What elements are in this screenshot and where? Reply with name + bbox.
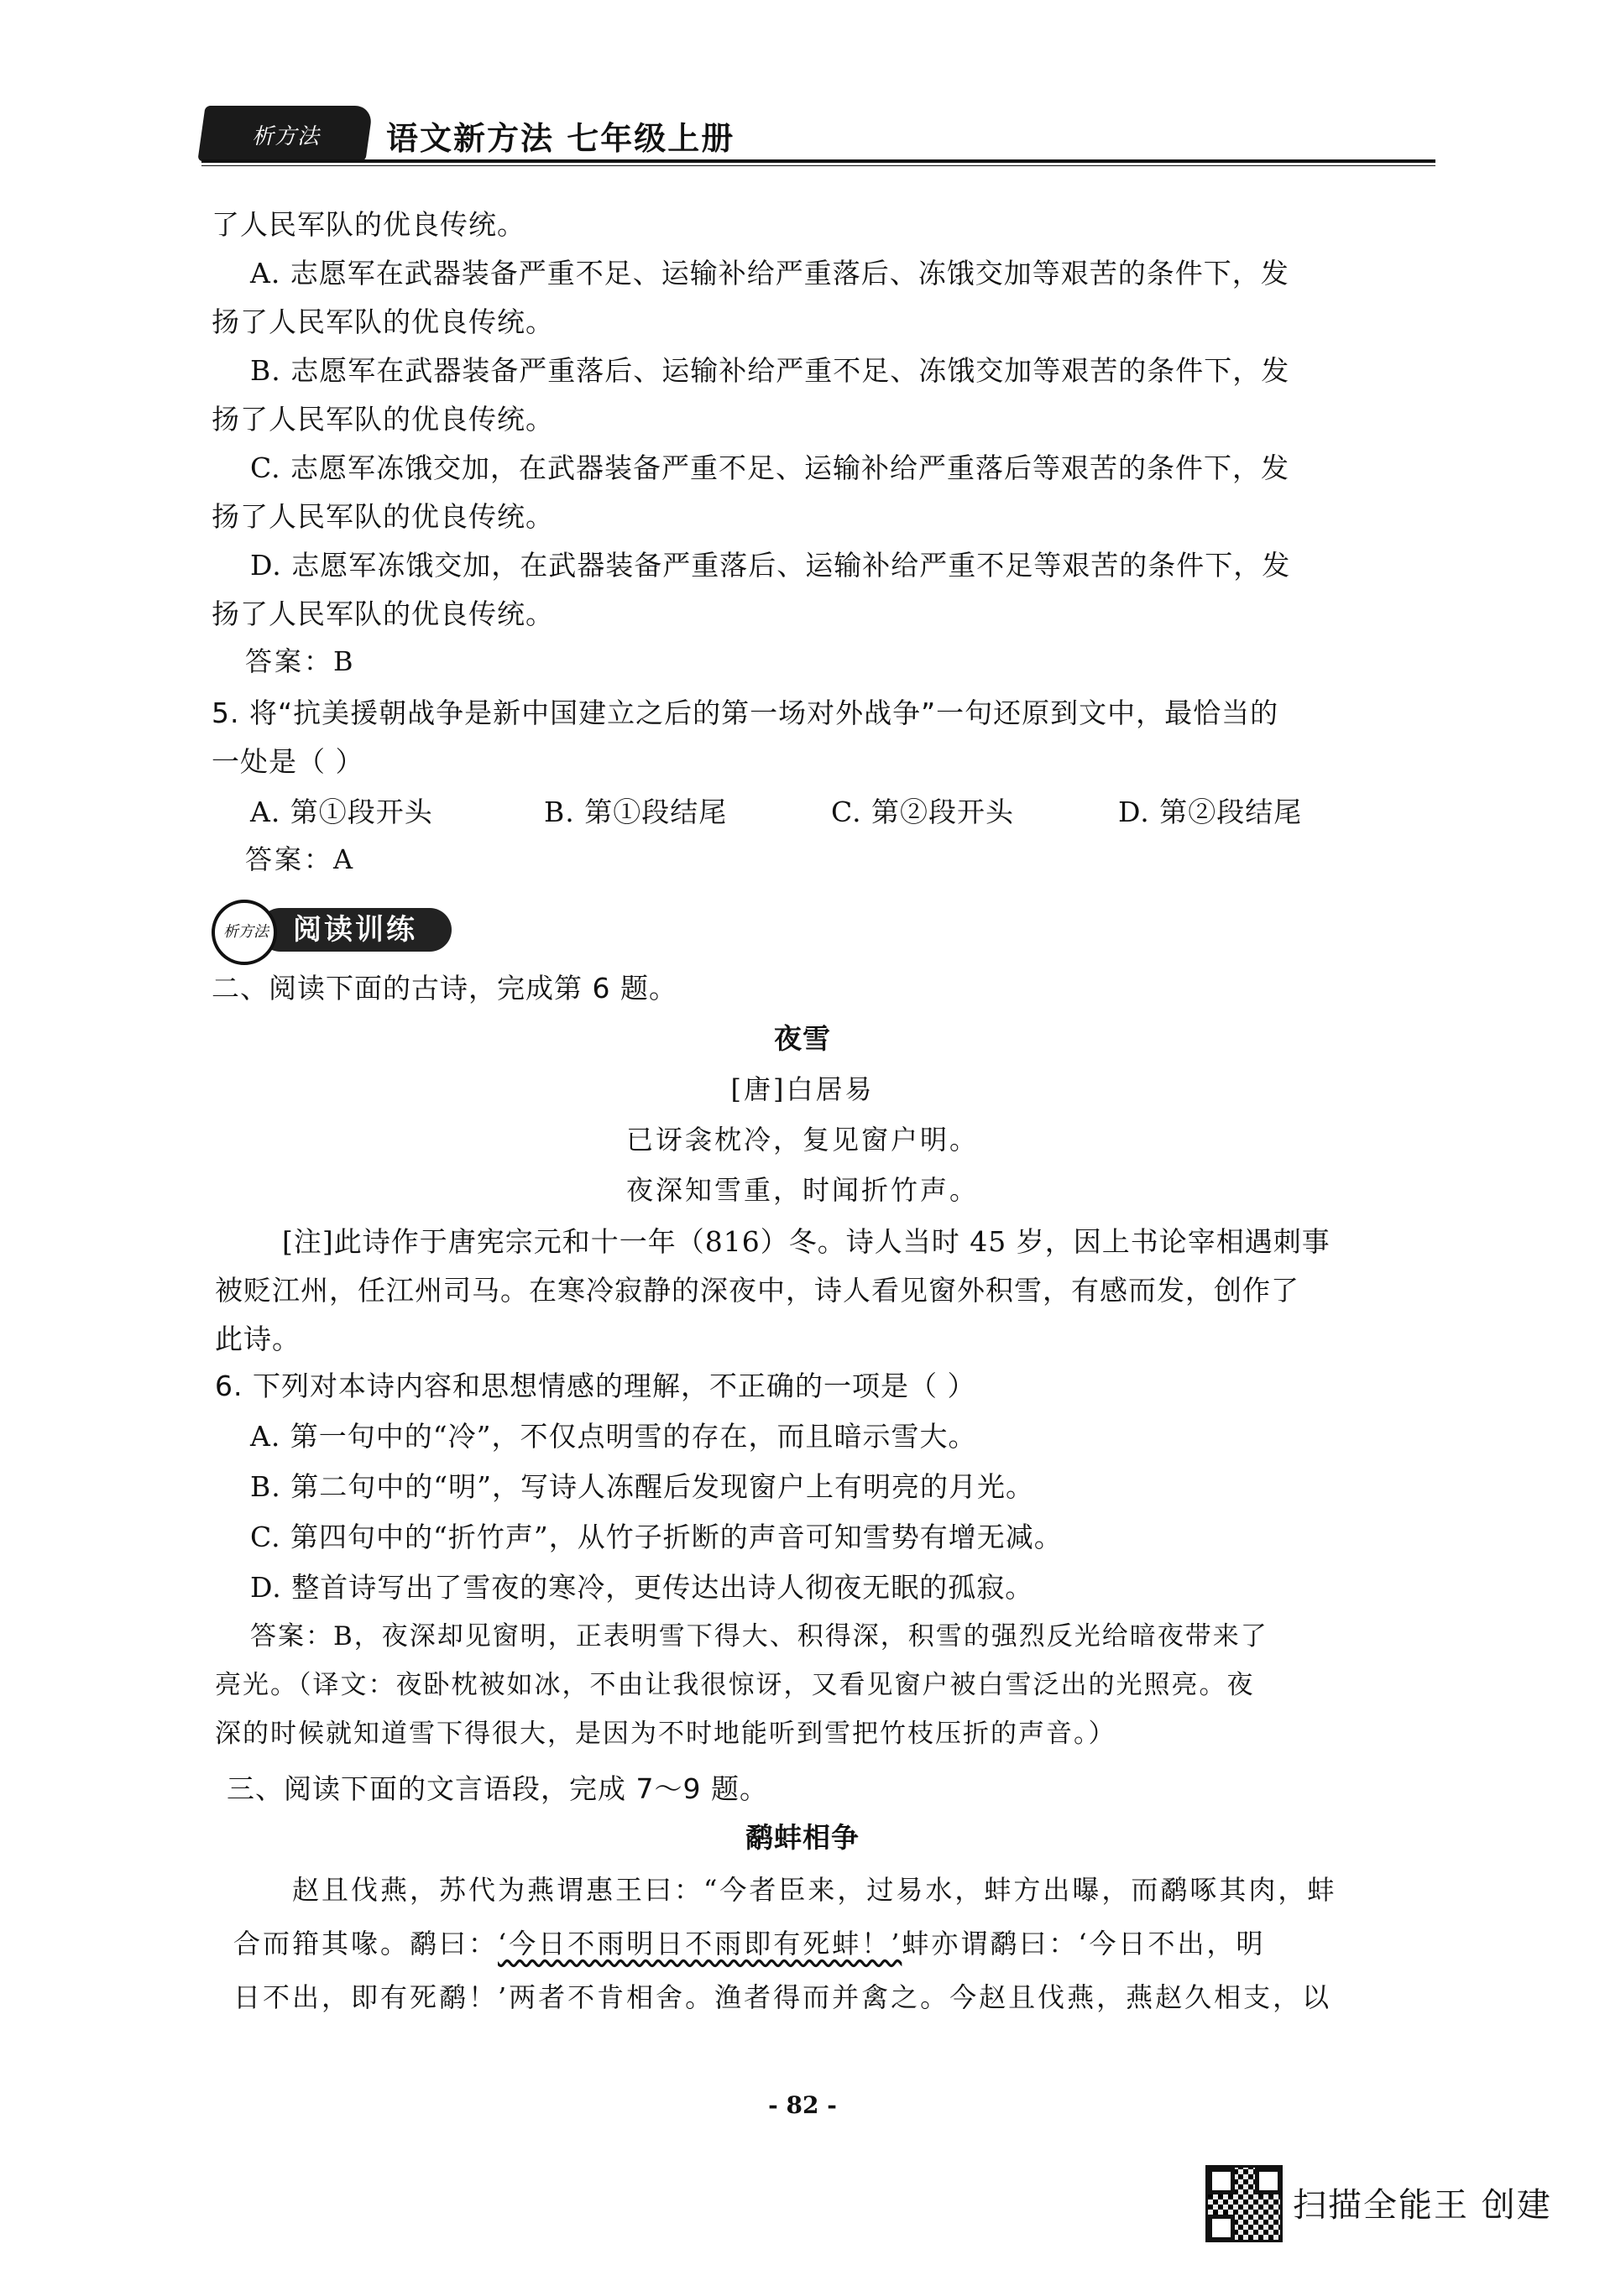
header-rule: [201, 159, 1435, 163]
passage-title: 鹬蚌相争: [745, 1821, 860, 1854]
scanner-watermark: [1205, 2165, 1566, 2241]
section2-intro: 二、阅读下面的古诗，完成第 6 题。: [212, 972, 677, 1004]
passage-line2-post: 蚌亦谓鹬曰：‘今日不出，明: [902, 1928, 1266, 1959]
q5-option-b: B. 第①段结尾: [544, 796, 728, 828]
q4-option-a-line2: 扬了人民军队的优良传统。: [212, 305, 554, 338]
poem-line-2: 夜深知雪重，时闻折竹声。: [625, 1174, 979, 1206]
page-header: [201, 99, 1435, 166]
q6-option-c: C. 第四句中的“折竹声”，从竹子折断的声音可知雪势有增无减。: [250, 1521, 1063, 1553]
brand-logo-text: 析方法: [252, 124, 321, 149]
qr-corner-icon: [1208, 2215, 1235, 2241]
q6-answer-line1: 答案：B，夜深却见窗明，正表明雪下得大、积得深，积雪的强烈反光给暗夜带来了: [250, 1621, 1268, 1652]
passage-line1: 赵且伐燕，苏代为燕谓惠王曰：“今者臣来，过易水，蚌方出曝，而鹬啄其肉，蚌: [292, 1874, 1337, 1906]
q6-answer-line3: 深的时候就知道雪下得很大，是因为不时地能听到雪把竹枝压折的声音。）: [215, 1719, 1116, 1749]
q5-option-d: D. 第②段结尾: [1118, 796, 1303, 828]
q4-answer: 答案：B: [245, 645, 356, 677]
poem-note-line1: [注]此诗作于唐宪宗元和十一年（816）冬。诗人当时 45 岁，因上书论宰相遇刺事: [282, 1225, 1331, 1258]
q5-stem-line1: 5. 将“抗美援朝战争是新中国建立之后的第一场对外战争”一句还原到文中，最恰当的: [212, 697, 1279, 729]
q6-option-d: D. 整首诗写出了雪夜的寒冷，更传达出诗人彻夜无眠的孤寂。: [250, 1571, 1034, 1604]
page-number: - 82 -: [768, 2091, 837, 2119]
header-rule-thin: [201, 165, 1435, 166]
q5-option-c: C. 第②段开头: [831, 796, 1015, 828]
q6-option-a: A. 第一句中的“冷”，不仅点明雪的存在，而且暗示雪大。: [250, 1420, 977, 1453]
passage-line3: 日不出，即有死鹬！’两者不肯相舍。渔者得而并禽之。今赵且伐燕，燕赵久相支，以: [233, 1981, 1332, 2013]
q4-option-a-line1: A. 志愿军在武器装备严重不足、运输补给严重落后、冻饿交加等艰苦的条件下，发: [250, 257, 1289, 290]
q4-option-c-line2: 扬了人民军队的优良传统。: [212, 500, 554, 533]
poem-note-line2: 被贬江州，任江州司马。在寒冷寂静的深夜中，诗人看见窗外积雪，有感而发，创作了: [215, 1274, 1299, 1307]
scanner-text: 扫描全能王 创建: [1293, 2186, 1552, 2225]
badge-logo-icon: [212, 900, 277, 965]
q4-option-d-line1: D. 志愿军冻饿交加，在武器装备严重落后、运输补给严重不足等艰苦的条件下，发: [250, 549, 1291, 582]
q4-tail: 了人民军队的优良传统。: [212, 208, 525, 241]
qr-corner-icon: [1255, 2168, 1282, 2194]
passage-line2-pre: 合而箝其喙。鹬曰：: [233, 1928, 499, 1959]
q6-option-b: B. 第二句中的“明”，写诗人冻醒后发现窗户上有明亮的月光。: [250, 1470, 1034, 1503]
poem-title: 夜雪: [774, 1022, 831, 1055]
book-title: 语文新方法 七年级上册: [386, 120, 735, 157]
qr-corner-icon: [1208, 2168, 1235, 2194]
q6-stem: 6. 下列对本诗内容和思想情感的理解，不正确的一项是（ ）: [215, 1370, 976, 1402]
reading-training-badge: [212, 896, 455, 960]
section3-intro: 三、阅读下面的文言语段，完成 7～9 题。: [227, 1772, 768, 1805]
poem-note-line3: 此诗。: [215, 1323, 301, 1355]
q4-option-b-line2: 扬了人民军队的优良传统。: [212, 403, 554, 436]
badge-logo-text: 析方法: [223, 923, 269, 941]
q4-option-d-line2: 扬了人民军队的优良传统。: [212, 597, 554, 630]
q4-option-c-line1: C. 志愿军冻饿交加，在武器装备严重不足、运输补给严重落后等艰苦的条件下，发: [250, 451, 1290, 484]
poem-author: [唐]白居易: [730, 1073, 875, 1105]
q5-option-a: A. 第①段开头: [250, 796, 433, 828]
passage-line2: [233, 1927, 1266, 1960]
reading-training-label: 阅读训练: [259, 908, 452, 952]
q4-option-b-line1: B. 志愿军在武器装备严重落后、运输补给严重不足、冻饿交加等艰苦的条件下，发: [250, 354, 1290, 387]
poem-line-1: 已讶衾枕冷，复见窗户明。: [625, 1124, 979, 1156]
passage-line2-underlined: ‘今日不雨明日不雨即有死蚌！’: [498, 1928, 902, 1959]
q6-answer-line2: 亮光。（译文：夜卧枕被如冰，不由让我很惊讶，又看见窗户被白雪泛出的光照亮。夜: [215, 1670, 1255, 1700]
q5-answer: 答案：A: [245, 843, 356, 875]
q5-stem-line2: 一处是（ ）: [212, 745, 364, 778]
